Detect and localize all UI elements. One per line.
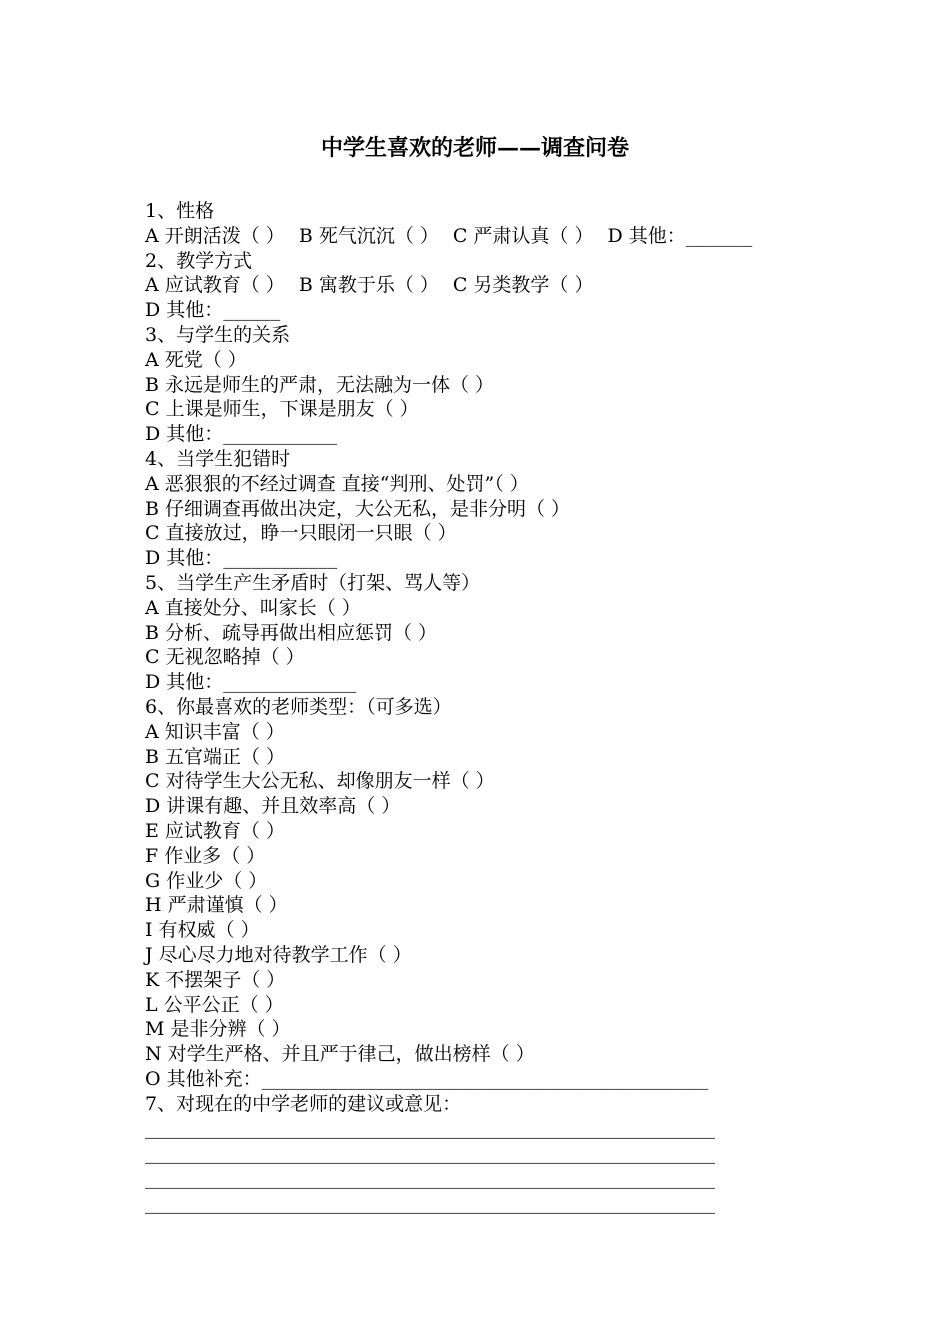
option-6m[interactable]: M 是非分辨（ ）	[145, 1018, 291, 1041]
option-1b[interactable]: B 死气沉沉（ ）	[298, 224, 439, 247]
option-5d[interactable]: D 其他：______________	[145, 671, 357, 694]
answer-line-1[interactable]: ____________________________________________________________	[145, 1117, 715, 1140]
question-7-heading: 7、对现在的中学老师的建议或意见：	[145, 1092, 462, 1115]
question-4-heading: 4、当学生犯错时	[145, 447, 291, 470]
question-6-heading: 6、你最喜欢的老师类型：（可多选）	[145, 695, 452, 718]
option-2c[interactable]: C 另类教学（ ）	[452, 274, 594, 297]
option-6f[interactable]: F 作业多（ ）	[145, 844, 266, 867]
option-1c[interactable]: C 严肃认真（ ）	[452, 224, 594, 247]
option-6o[interactable]: O 其他补充：_______________________________________________	[145, 1067, 709, 1090]
option-6a[interactable]: A 知识丰富（ ）	[145, 720, 285, 743]
option-6j[interactable]: J 尽心尽力地对待教学工作（ ）	[145, 943, 412, 966]
option-4d[interactable]: D 其他：____________	[145, 547, 338, 570]
option-3b[interactable]: B 永远是师生的严肃，无法融为一体（ ）	[145, 373, 495, 396]
option-5c[interactable]: C 无视忽略掉（ ）	[145, 646, 305, 669]
option-6c[interactable]: C 对待学生大公无私、却像朋友一样（ ）	[145, 770, 495, 793]
questionnaire-body	[145, 199, 810, 1216]
option-3c[interactable]: C 上课是师生，下课是朋友（ ）	[145, 398, 419, 421]
question-2-options	[145, 273, 810, 298]
option-1d[interactable]: D 其他：_______	[607, 224, 753, 247]
option-2a[interactable]: A 应试教育（ ）	[145, 274, 285, 297]
option-6k[interactable]: K 不摆架子（ ）	[145, 968, 286, 991]
option-1a[interactable]: A 开朗活泼（ ）	[145, 224, 285, 247]
option-3a[interactable]: A 死党（ ）	[145, 348, 247, 371]
answer-line-2[interactable]: ____________________________________________________________	[145, 1142, 715, 1165]
option-4c[interactable]: C 直接放过，睁一只眼闭一只眼（ ）	[145, 522, 457, 545]
option-4b[interactable]: B 仔细调查再做出决定，大公无私，是非分明（ ）	[145, 497, 571, 520]
option-2b[interactable]: B 寓教于乐（ ）	[298, 274, 439, 297]
option-6e[interactable]: E 应试教育（ ）	[145, 819, 285, 842]
question-5-heading: 5、当学生产生矛盾时（打架、骂人等）	[145, 571, 481, 594]
answer-line-4[interactable]: ____________________________________________________________	[145, 1191, 715, 1214]
option-3d[interactable]: D 其他：____________	[145, 423, 338, 446]
option-6l[interactable]: L 公平公正（ ）	[145, 993, 284, 1016]
option-6g[interactable]: G 作业少（ ）	[145, 869, 268, 892]
option-5b[interactable]: B 分析、疏导再做出相应惩罚（ ）	[145, 621, 438, 644]
option-6n[interactable]: N 对学生严格、并且严于律己，做出榜样（ ）	[145, 1043, 535, 1066]
option-5a[interactable]: A 直接处分、叫家长（ ）	[145, 596, 361, 619]
page-title: 中学生喜欢的老师——调查问卷	[320, 135, 629, 161]
question-2-heading: 2、教学方式	[145, 249, 253, 272]
option-6i[interactable]: I 有权威（ ）	[145, 919, 260, 942]
question-3-heading: 3、与学生的关系	[145, 323, 291, 346]
answer-line-3[interactable]: ____________________________________________________________	[145, 1167, 715, 1190]
option-2d[interactable]: D 其他：______	[145, 299, 281, 322]
option-6d[interactable]: D 讲课有趣、并且效率高（ ）	[145, 795, 401, 818]
question-1-options	[145, 224, 810, 249]
question-1-heading: 1、性格	[145, 200, 215, 222]
option-4a[interactable]: A 恶狠狠的不经过调查 直接“判刑、处罚”（ ）	[145, 472, 529, 495]
option-6b[interactable]: B 五官端正（ ）	[145, 745, 286, 768]
option-6h[interactable]: H 严肃谨慎（ ）	[145, 894, 288, 917]
